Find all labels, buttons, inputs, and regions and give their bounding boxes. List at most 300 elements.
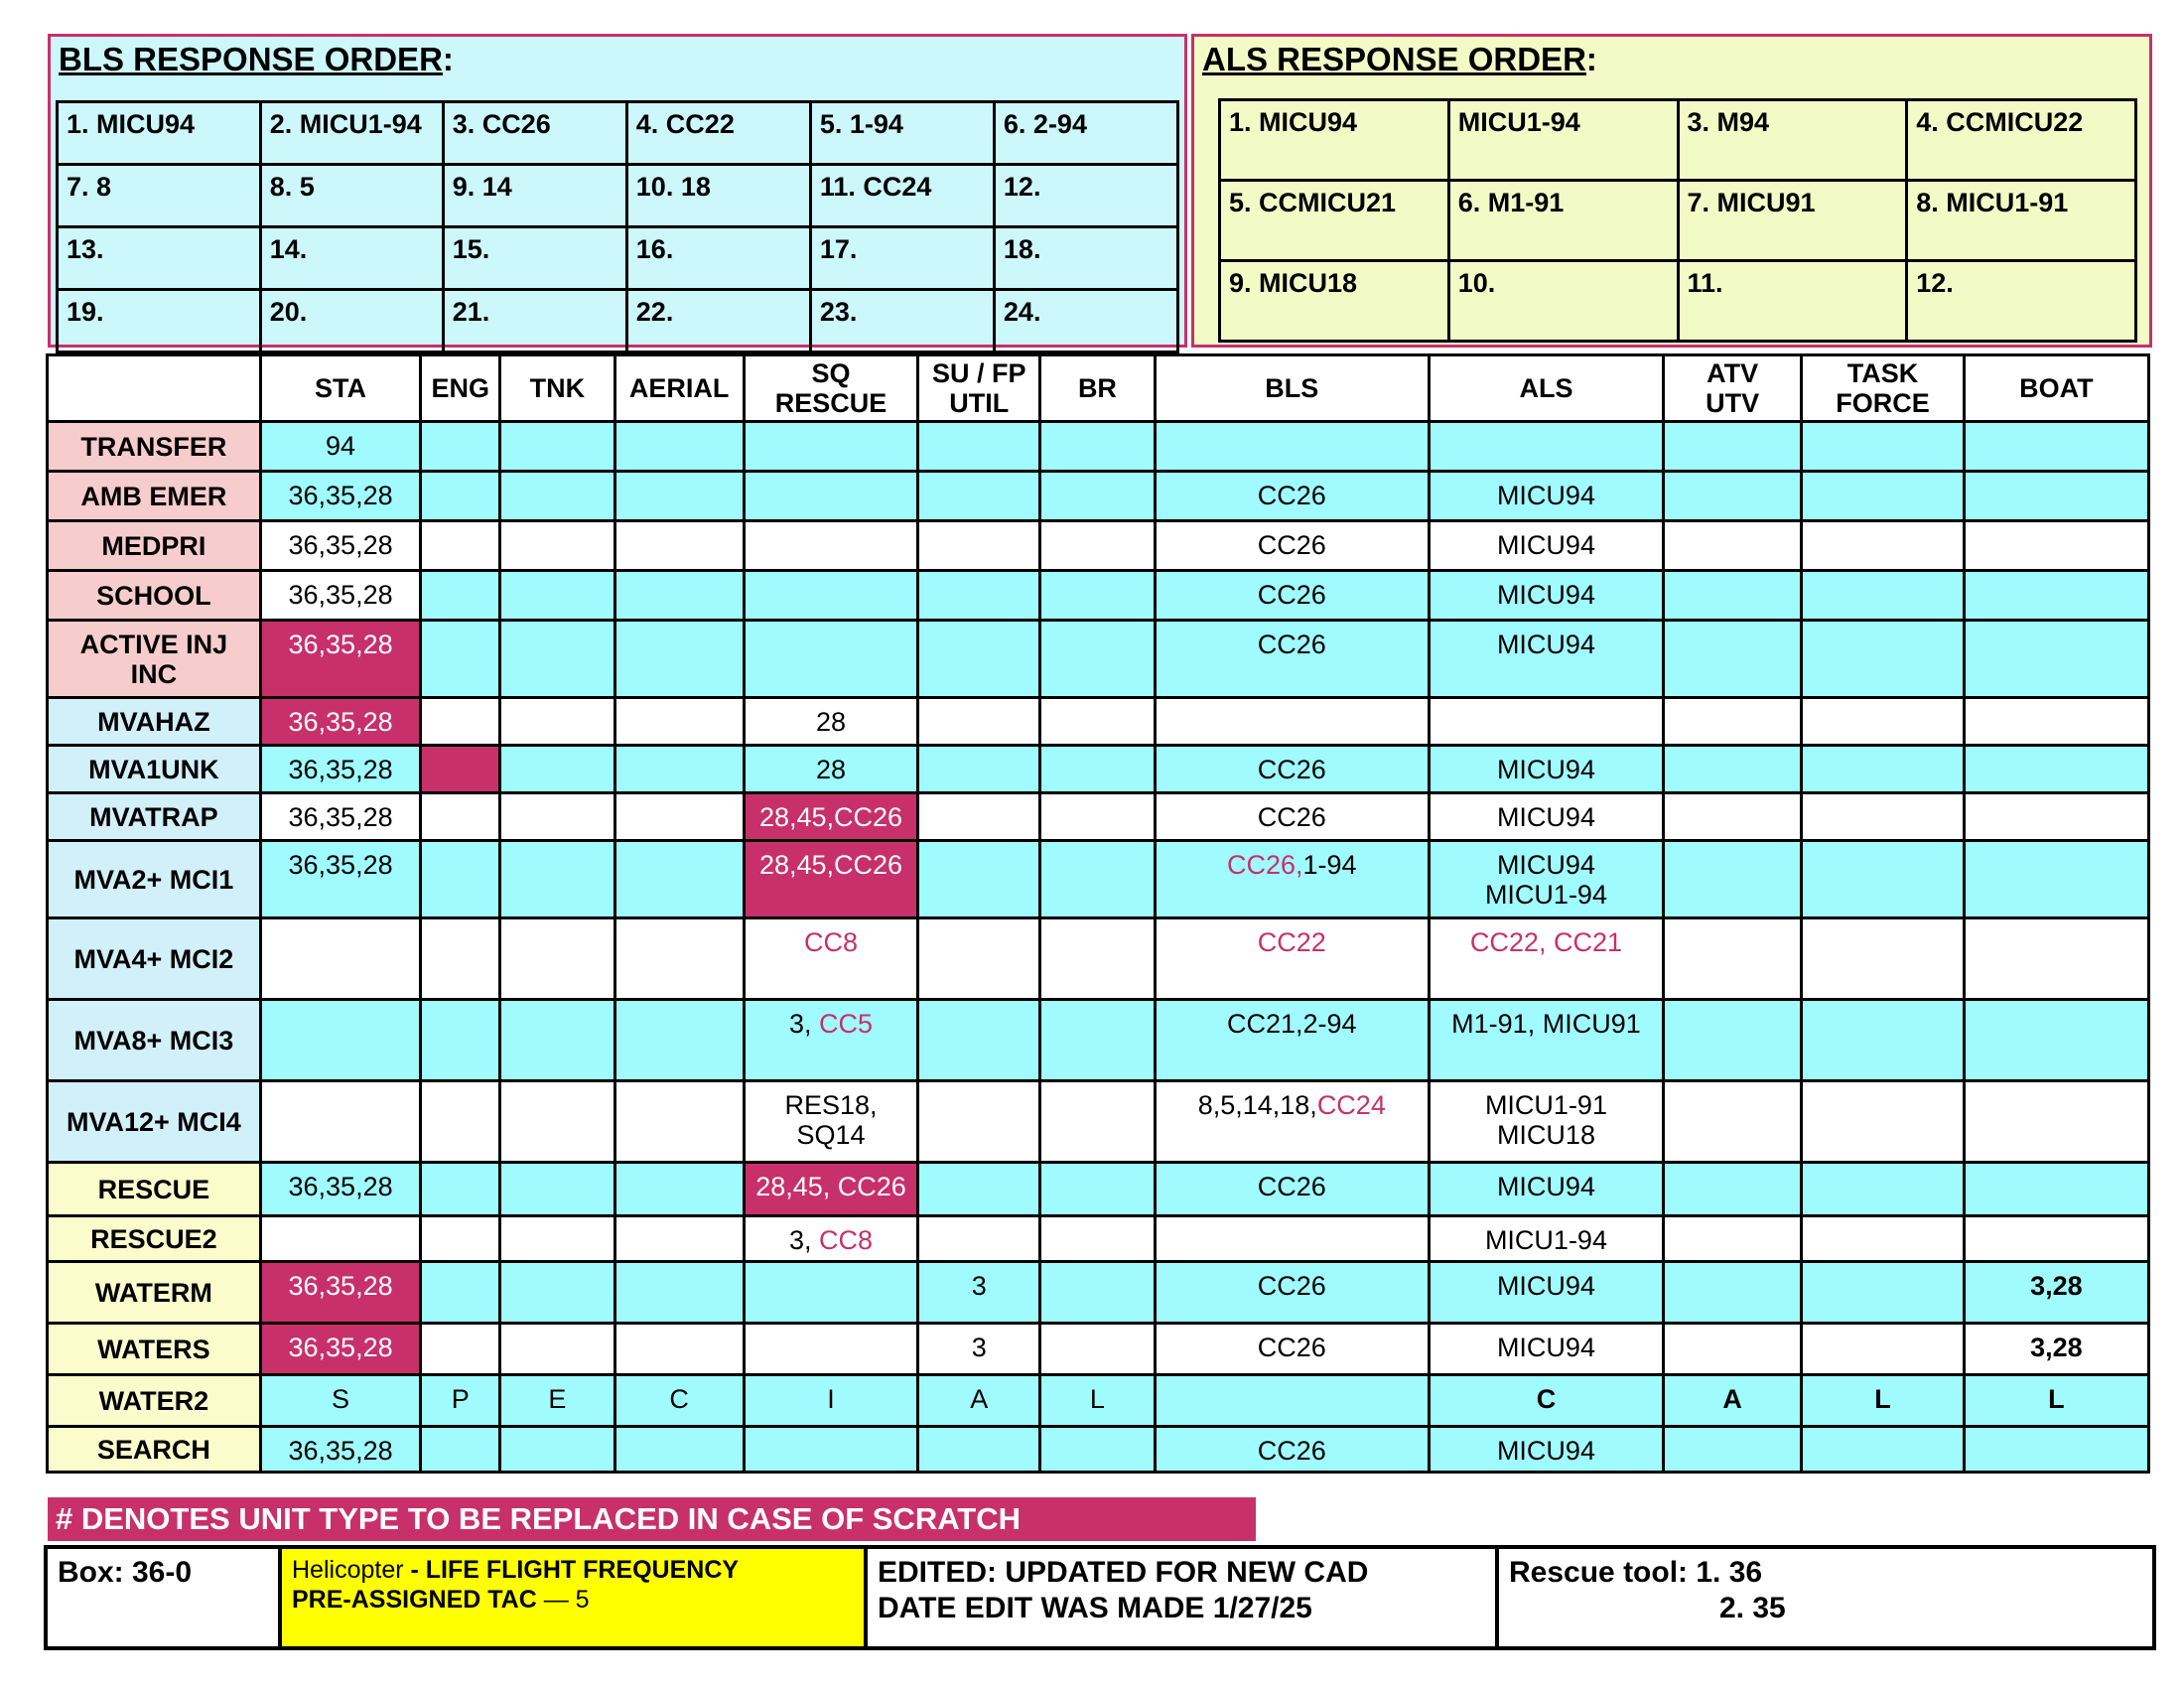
als-response-order bbox=[1191, 34, 2152, 348]
grid-cell bbox=[614, 422, 744, 472]
bls-order-row bbox=[58, 290, 1178, 352]
grid-cell: 36,35,28 bbox=[260, 521, 421, 571]
grid-cell: E bbox=[500, 1375, 615, 1427]
grid-cell: CC26 bbox=[1155, 472, 1429, 521]
grid-cell bbox=[918, 1216, 1040, 1262]
edit-line1: EDITED: UPDATED FOR NEW CAD bbox=[878, 1556, 1369, 1589]
edit-info bbox=[868, 1549, 1499, 1646]
grid-cell: 94 bbox=[260, 422, 421, 472]
table-row bbox=[48, 918, 2149, 1000]
grid-cell: C bbox=[1429, 1375, 1663, 1427]
grid-cell bbox=[1155, 1081, 1429, 1163]
bls-order-cell: 15. bbox=[443, 227, 626, 290]
grid-cell: CC26 bbox=[1155, 793, 1429, 841]
grid-cell: MICU1-94 bbox=[1429, 1216, 1663, 1262]
grid-cell: MICU1-91 MICU18 bbox=[1429, 1081, 1663, 1163]
helicopter-info bbox=[282, 1549, 868, 1646]
grid-cell bbox=[1964, 1163, 2148, 1216]
grid-cell bbox=[1802, 1216, 1965, 1262]
bls-order-cell: 9. 14 bbox=[443, 165, 626, 227]
grid-cell bbox=[1964, 422, 2148, 472]
row-label: WATERM bbox=[48, 1262, 261, 1324]
heli-line1: - LIFE FLIGHT FREQUENCY bbox=[410, 1556, 740, 1584]
grid-cell bbox=[1964, 1216, 2148, 1262]
grid-cell bbox=[918, 621, 1040, 698]
grid-cell: 3,28 bbox=[1964, 1262, 2148, 1324]
cell-text: 8,5,14,18, bbox=[1197, 1090, 1317, 1120]
table-row bbox=[48, 1000, 2149, 1081]
grid-cell bbox=[500, 918, 615, 1000]
grid-cell bbox=[500, 1163, 615, 1216]
table-row bbox=[48, 1081, 2149, 1163]
grid-cell bbox=[1040, 1081, 1156, 1163]
grid-cell bbox=[421, 1000, 500, 1081]
grid-cell bbox=[1040, 472, 1156, 521]
bls-order-cell: 6. 2-94 bbox=[994, 102, 1177, 165]
grid-cell bbox=[918, 841, 1040, 918]
grid-cell bbox=[421, 422, 500, 472]
grid-cell bbox=[1040, 521, 1156, 571]
bls-order-cell: 12. bbox=[994, 165, 1177, 227]
cell-text-red: CC5 bbox=[819, 1009, 874, 1039]
grid-cell: CC26 bbox=[1155, 1262, 1429, 1324]
bls-order-cell: 8. 5 bbox=[260, 165, 443, 227]
grid-cell bbox=[614, 1324, 744, 1375]
grid-cell: 3 bbox=[918, 1324, 1040, 1375]
table-row bbox=[48, 1163, 2149, 1216]
column-header bbox=[48, 355, 261, 422]
grid-cell bbox=[500, 571, 615, 621]
grid-cell bbox=[1802, 841, 1965, 918]
bls-order-cell: 21. bbox=[443, 290, 626, 352]
row-label: MVATRAP bbox=[48, 793, 261, 841]
grid-cell bbox=[1964, 472, 2148, 521]
row-label: RESCUE2 bbox=[48, 1216, 261, 1262]
row-label: SEARCH bbox=[48, 1427, 261, 1473]
grid-cell bbox=[1664, 1324, 1802, 1375]
table-row bbox=[48, 698, 2149, 746]
bls-order-cell: 4. CC22 bbox=[626, 102, 810, 165]
als-order-cell: 1. MICU94 bbox=[1220, 100, 1449, 181]
cell-text-red: CC24 bbox=[1316, 1090, 1386, 1120]
grid-cell: RES18, SQ14 bbox=[744, 1081, 918, 1163]
als-order-cell: MICU1-94 bbox=[1448, 100, 1678, 181]
grid-cell bbox=[1040, 746, 1156, 793]
grid-cell bbox=[744, 621, 918, 698]
grid-cell: 36,35,28 bbox=[260, 1427, 421, 1473]
grid-cell bbox=[1664, 1081, 1802, 1163]
grid-cell bbox=[1040, 1163, 1156, 1216]
column-header: STA bbox=[260, 355, 421, 422]
grid-cell bbox=[421, 1163, 500, 1216]
table-row bbox=[48, 1427, 2149, 1473]
grid-cell bbox=[421, 746, 500, 793]
edit-line2: DATE EDIT WAS MADE 1/27/25 bbox=[878, 1592, 1312, 1624]
grid-cell bbox=[1040, 1216, 1156, 1262]
grid-cell bbox=[260, 1216, 421, 1262]
grid-cell bbox=[1964, 621, 2148, 698]
grid-cell bbox=[1040, 422, 1156, 472]
cell-text-red: CC26, bbox=[1226, 850, 1303, 880]
column-header: BR bbox=[1040, 355, 1156, 422]
grid-cell bbox=[260, 1000, 421, 1081]
bls-order-cell: 19. bbox=[58, 290, 261, 352]
als-order-row bbox=[1220, 100, 2136, 181]
table-row bbox=[48, 571, 2149, 621]
grid-cell bbox=[421, 1216, 500, 1262]
grid-cell bbox=[1964, 746, 2148, 793]
als-order-cell: 8. MICU1-91 bbox=[1907, 181, 2136, 261]
row-label: ACTIVE INJ INC bbox=[48, 621, 261, 698]
grid-cell bbox=[918, 472, 1040, 521]
grid-cell bbox=[918, 521, 1040, 571]
grid-cell bbox=[421, 698, 500, 746]
grid-cell bbox=[1155, 1216, 1429, 1262]
grid-cell bbox=[918, 1427, 1040, 1473]
scratch-note: # DENOTES UNIT TYPE TO BE REPLACED IN CASE OF SCRATCH bbox=[48, 1497, 1256, 1541]
grid-cell bbox=[421, 841, 500, 918]
grid-cell bbox=[1802, 472, 1965, 521]
grid-cell bbox=[1964, 1000, 2148, 1081]
table-row bbox=[48, 793, 2149, 841]
column-header: BOAT bbox=[1964, 355, 2148, 422]
grid-cell bbox=[1802, 918, 1965, 1000]
grid-cell: C bbox=[614, 1375, 744, 1427]
grid-cell bbox=[1802, 422, 1965, 472]
grid-cell bbox=[744, 1216, 918, 1262]
grid-cell: MICU94 MICU1-94 bbox=[1429, 841, 1663, 918]
grid-cell: MICU94 bbox=[1429, 1324, 1663, 1375]
grid-cell bbox=[1802, 1427, 1965, 1473]
grid-cell bbox=[421, 521, 500, 571]
table-row bbox=[48, 1324, 2149, 1375]
column-header: AERIAL bbox=[614, 355, 744, 422]
row-label: MVA1UNK bbox=[48, 746, 261, 793]
grid-cell bbox=[1664, 1427, 1802, 1473]
grid-cell: 36,35,28 bbox=[260, 841, 421, 918]
column-header: ENG bbox=[421, 355, 500, 422]
bls-order-cell: 5. 1-94 bbox=[810, 102, 994, 165]
grid-cell: MICU94 bbox=[1429, 1427, 1663, 1473]
table-row bbox=[48, 1262, 2149, 1324]
bls-order-row bbox=[58, 227, 1178, 290]
grid-cell bbox=[500, 621, 615, 698]
grid-cell bbox=[1964, 1081, 2148, 1163]
grid-cell bbox=[918, 1163, 1040, 1216]
grid-cell bbox=[1664, 621, 1802, 698]
als-order-cell: 11. bbox=[1678, 261, 1907, 342]
bls-order-cell: 24. bbox=[994, 290, 1177, 352]
grid-cell bbox=[614, 1081, 744, 1163]
grid-cell bbox=[614, 571, 744, 621]
grid-cell: MICU94 bbox=[1429, 1262, 1663, 1324]
grid-cell: CC26 bbox=[1155, 621, 1429, 698]
grid-cell: CC26 bbox=[1155, 1163, 1429, 1216]
bls-order-row bbox=[58, 102, 1178, 165]
grid-cell bbox=[1664, 1163, 1802, 1216]
grid-cell bbox=[614, 698, 744, 746]
bls-title: BLS RESPONSE ORDER: bbox=[59, 41, 454, 77]
als-order-cell: 6. M1-91 bbox=[1448, 181, 1678, 261]
grid-cell: S bbox=[260, 1375, 421, 1427]
grid-cell: 28,45,CC26 bbox=[744, 793, 918, 841]
grid-cell: MICU94 bbox=[1429, 521, 1663, 571]
grid-cell bbox=[744, 422, 918, 472]
grid-cell bbox=[500, 1216, 615, 1262]
grid-cell bbox=[744, 1427, 918, 1473]
grid-cell: 36,35,28 bbox=[260, 793, 421, 841]
table-row bbox=[48, 1375, 2149, 1427]
grid-cell: I bbox=[744, 1375, 918, 1427]
grid-cell bbox=[1429, 422, 1663, 472]
column-header: TASK FORCE bbox=[1802, 355, 1965, 422]
grid-cell: MICU94 bbox=[1429, 472, 1663, 521]
grid-cell: 28 bbox=[744, 698, 918, 746]
grid-cell bbox=[421, 571, 500, 621]
rescue-tool-info bbox=[1499, 1549, 2152, 1646]
table-row bbox=[48, 1216, 2149, 1262]
grid-cell bbox=[500, 1262, 615, 1324]
grid-cell: 36,35,28 bbox=[260, 472, 421, 521]
cell-text-red: CC8 bbox=[819, 1225, 874, 1255]
column-header: SQ RESCUE bbox=[744, 355, 918, 422]
grid-cell bbox=[421, 1324, 500, 1375]
grid-cell: MICU94 bbox=[1429, 571, 1663, 621]
grid-cell: 36,35,28 bbox=[260, 1324, 421, 1375]
row-label: WATERS bbox=[48, 1324, 261, 1375]
grid-cell bbox=[614, 1216, 744, 1262]
row-label: WATER2 bbox=[48, 1375, 261, 1427]
grid-cell: 36,35,28 bbox=[260, 1262, 421, 1324]
grid-cell bbox=[1040, 1324, 1156, 1375]
als-order-cell: 3. M94 bbox=[1678, 100, 1907, 181]
grid-cell bbox=[421, 793, 500, 841]
grid-cell bbox=[614, 472, 744, 521]
cell-text: 3, bbox=[788, 1225, 819, 1255]
column-header: ALS bbox=[1429, 355, 1663, 422]
bls-order-row bbox=[58, 165, 1178, 227]
als-order-cell: 7. MICU91 bbox=[1678, 181, 1907, 261]
bls-order-cell: 1. MICU94 bbox=[58, 102, 261, 165]
row-label: SCHOOL bbox=[48, 571, 261, 621]
grid-cell bbox=[1664, 571, 1802, 621]
grid-cell bbox=[1964, 698, 2148, 746]
grid-cell: CC26 bbox=[1155, 746, 1429, 793]
grid-cell bbox=[1664, 746, 1802, 793]
grid-cell bbox=[421, 621, 500, 698]
grid-cell bbox=[1802, 621, 1965, 698]
assignment-grid bbox=[46, 353, 2150, 1474]
grid-cell bbox=[1429, 698, 1663, 746]
grid-cell bbox=[1040, 918, 1156, 1000]
grid-cell: A bbox=[918, 1375, 1040, 1427]
grid-cell bbox=[260, 918, 421, 1000]
grid-cell bbox=[500, 521, 615, 571]
grid-cell: 36,35,28 bbox=[260, 1163, 421, 1216]
bls-order-cell: 22. bbox=[626, 290, 810, 352]
grid-cell bbox=[614, 621, 744, 698]
grid-cell bbox=[918, 918, 1040, 1000]
grid-cell bbox=[1040, 793, 1156, 841]
bls-order-cell: 17. bbox=[810, 227, 994, 290]
grid-cell bbox=[918, 698, 1040, 746]
grid-cell bbox=[421, 472, 500, 521]
grid-cell: 28,45, CC26 bbox=[744, 1163, 918, 1216]
grid-cell bbox=[1664, 422, 1802, 472]
grid-cell bbox=[614, 841, 744, 918]
table-row bbox=[48, 621, 2149, 698]
grid-cell: A bbox=[1664, 1375, 1802, 1427]
grid-cell bbox=[1155, 422, 1429, 472]
grid-cell: MICU94 bbox=[1429, 793, 1663, 841]
grid-cell bbox=[421, 1262, 500, 1324]
grid-cell bbox=[1155, 1375, 1429, 1427]
grid-cell bbox=[918, 1081, 1040, 1163]
column-header: ATV UTV bbox=[1664, 355, 1802, 422]
grid-cell bbox=[500, 698, 615, 746]
grid-cell bbox=[1040, 1427, 1156, 1473]
grid-cell bbox=[1664, 1262, 1802, 1324]
grid-cell bbox=[500, 793, 615, 841]
grid-cell bbox=[614, 1163, 744, 1216]
grid-cell bbox=[1664, 1000, 1802, 1081]
als-order-cell: 4. CCMICU22 bbox=[1907, 100, 2136, 181]
grid-cell bbox=[1040, 621, 1156, 698]
grid-cell bbox=[744, 1000, 918, 1081]
grid-cell bbox=[1802, 698, 1965, 746]
als-order-grid bbox=[1218, 98, 2137, 343]
grid-cell bbox=[614, 1000, 744, 1081]
grid-cell bbox=[744, 472, 918, 521]
grid-cell bbox=[1802, 571, 1965, 621]
grid-cell bbox=[1155, 841, 1429, 918]
bls-order-cell: 2. MICU1-94 bbox=[260, 102, 443, 165]
grid-cell bbox=[918, 571, 1040, 621]
grid-cell bbox=[1964, 521, 2148, 571]
row-label: MVA2+ MCI1 bbox=[48, 841, 261, 918]
heli-line2: PRE-ASSIGNED TAC bbox=[292, 1586, 537, 1614]
grid-cell bbox=[918, 793, 1040, 841]
bls-order-grid bbox=[56, 100, 1179, 353]
grid-cell: CC22, CC21 bbox=[1429, 918, 1663, 1000]
grid-cell bbox=[744, 571, 918, 621]
bls-order-cell: 14. bbox=[260, 227, 443, 290]
bls-order-cell: 20. bbox=[260, 290, 443, 352]
grid-cell: CC26 bbox=[1155, 571, 1429, 621]
grid-cell bbox=[1664, 793, 1802, 841]
cell-text: 1-94 bbox=[1302, 850, 1357, 880]
grid-cell bbox=[1040, 1000, 1156, 1081]
grid-cell bbox=[500, 1081, 615, 1163]
footer-box bbox=[44, 1545, 2156, 1650]
grid-cell bbox=[1802, 1081, 1965, 1163]
grid-cell bbox=[614, 746, 744, 793]
grid-cell bbox=[260, 1081, 421, 1163]
als-order-cell: 12. bbox=[1907, 261, 2136, 342]
grid-cell bbox=[1664, 841, 1802, 918]
als-order-row bbox=[1220, 261, 2136, 342]
grid-cell bbox=[500, 472, 615, 521]
grid-cell bbox=[614, 918, 744, 1000]
bls-order-cell: 13. bbox=[58, 227, 261, 290]
grid-cell: 36,35,28 bbox=[260, 571, 421, 621]
grid-cell bbox=[1664, 1216, 1802, 1262]
grid-cell bbox=[614, 521, 744, 571]
tool-line2: 2. 35 bbox=[1719, 1592, 1786, 1624]
grid-cell bbox=[500, 841, 615, 918]
row-label: TRANSFER bbox=[48, 422, 261, 472]
grid-cell bbox=[1664, 698, 1802, 746]
grid-cell bbox=[421, 1427, 500, 1473]
grid-cell: M1-91, MICU91 bbox=[1429, 1000, 1663, 1081]
grid-cell bbox=[1664, 918, 1802, 1000]
grid-cell bbox=[500, 422, 615, 472]
als-title: ALS RESPONSE ORDER: bbox=[1202, 41, 1597, 77]
table-row bbox=[48, 422, 2149, 472]
bls-order-cell: 11. CC24 bbox=[810, 165, 994, 227]
grid-cell: P bbox=[421, 1375, 500, 1427]
grid-cell bbox=[744, 1262, 918, 1324]
grid-cell: CC21,2-94 bbox=[1155, 1000, 1429, 1081]
heli-tac: — 5 bbox=[536, 1586, 590, 1614]
als-order-row bbox=[1220, 181, 2136, 261]
grid-cell: CC22 bbox=[1155, 918, 1429, 1000]
grid-cell: CC8 bbox=[744, 918, 918, 1000]
grid-cell: 36,35,28 bbox=[260, 621, 421, 698]
bls-order-cell: 10. 18 bbox=[626, 165, 810, 227]
als-order-cell: 9. MICU18 bbox=[1220, 261, 1449, 342]
bls-response-order bbox=[48, 34, 1187, 348]
grid-cell bbox=[918, 1000, 1040, 1081]
grid-cell bbox=[1040, 841, 1156, 918]
box-number: Box: 36-0 bbox=[48, 1549, 282, 1646]
row-label: MVA4+ MCI2 bbox=[48, 918, 261, 1000]
grid-cell: MICU94 bbox=[1429, 746, 1663, 793]
grid-cell bbox=[1964, 1427, 2148, 1473]
row-label: AMB EMER bbox=[48, 472, 261, 521]
grid-cell: 3,28 bbox=[1964, 1324, 2148, 1375]
column-header: BLS bbox=[1155, 355, 1429, 422]
grid-cell: 28,45,CC26 bbox=[744, 841, 918, 918]
bls-order-cell: 16. bbox=[626, 227, 810, 290]
als-order-cell: 5. CCMICU21 bbox=[1220, 181, 1449, 261]
grid-cell bbox=[1964, 793, 2148, 841]
grid-cell bbox=[1802, 793, 1965, 841]
grid-cell bbox=[1040, 1262, 1156, 1324]
grid-cell: CC26 bbox=[1155, 1324, 1429, 1375]
grid-cell bbox=[1802, 746, 1965, 793]
tool-line1: Rescue tool: 1. 36 bbox=[1509, 1556, 1763, 1589]
grid-cell: 36,35,28 bbox=[260, 698, 421, 746]
grid-cell bbox=[1802, 1000, 1965, 1081]
grid-cell bbox=[1964, 841, 2148, 918]
grid-cell bbox=[1802, 1262, 1965, 1324]
column-header: TNK bbox=[500, 355, 615, 422]
grid-cell: L bbox=[1040, 1375, 1156, 1427]
row-label: MEDPRI bbox=[48, 521, 261, 571]
grid-cell: MICU94 bbox=[1429, 1163, 1663, 1216]
grid-cell bbox=[744, 1324, 918, 1375]
grid-cell bbox=[500, 1427, 615, 1473]
grid-cell bbox=[500, 746, 615, 793]
grid-cell bbox=[1802, 521, 1965, 571]
table-row bbox=[48, 841, 2149, 918]
grid-cell: L bbox=[1964, 1375, 2148, 1427]
grid-cell bbox=[1802, 1163, 1965, 1216]
grid-cell bbox=[744, 521, 918, 571]
grid-cell: CC26 bbox=[1155, 1427, 1429, 1473]
grid-cell bbox=[500, 1324, 615, 1375]
